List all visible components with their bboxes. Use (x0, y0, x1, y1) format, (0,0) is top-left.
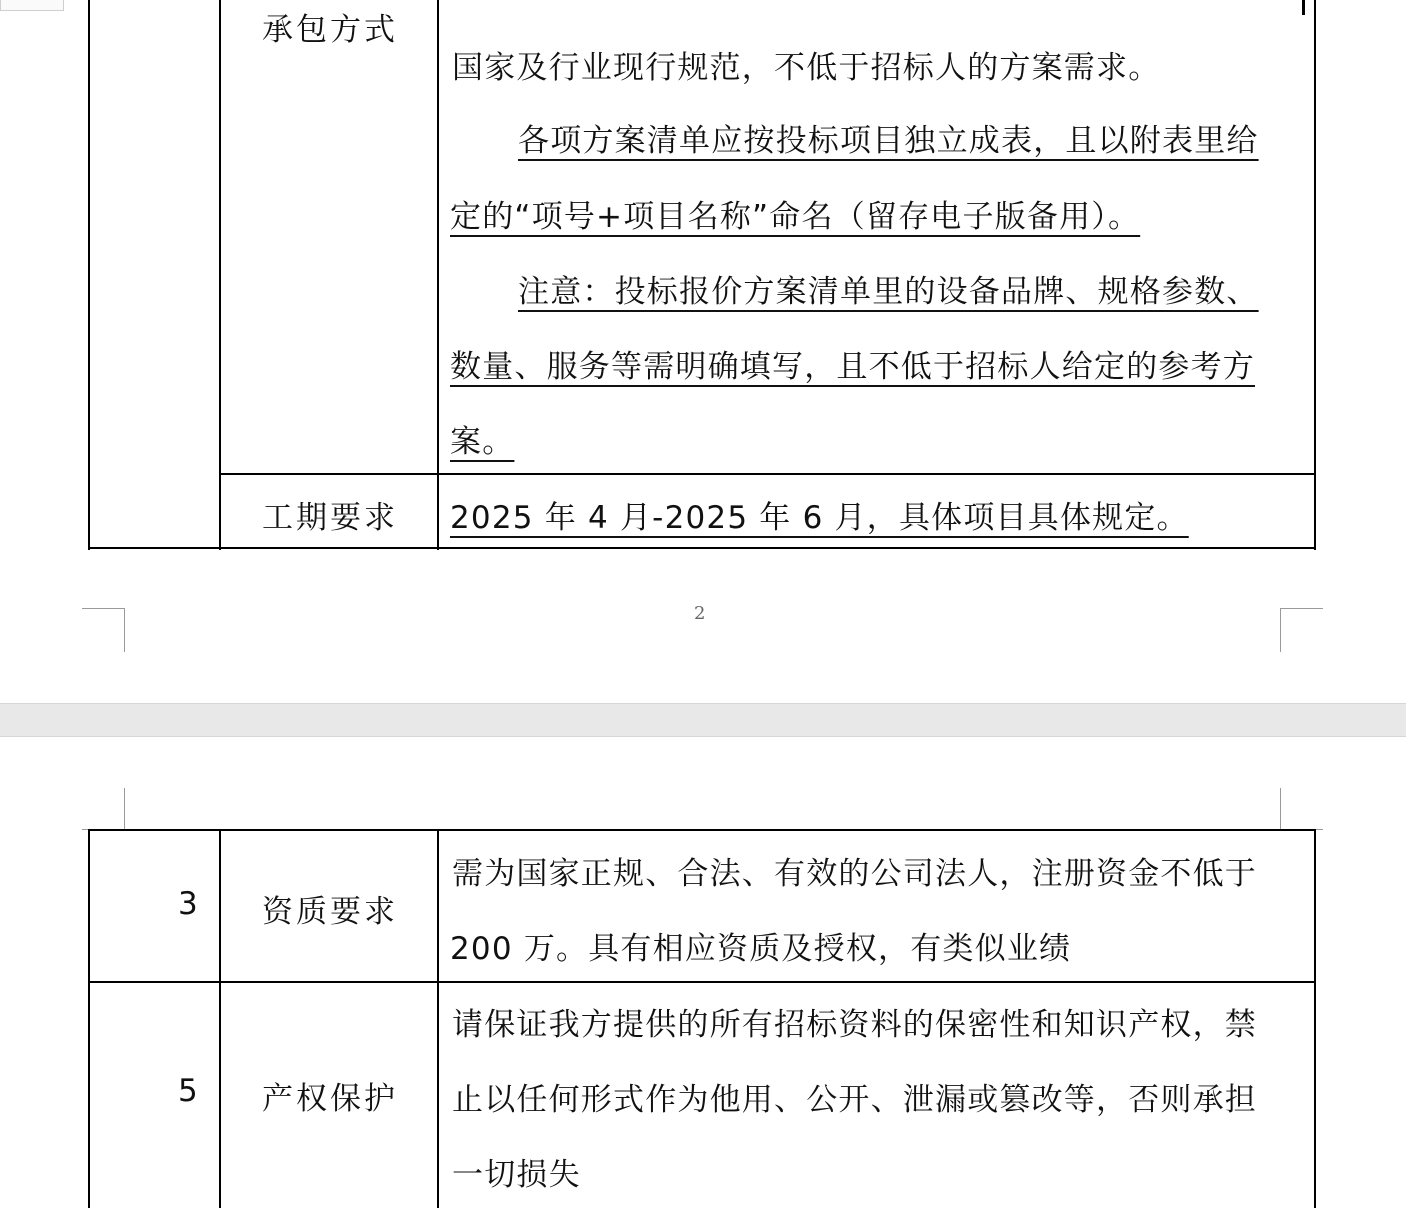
crop-mark-left-v (124, 788, 125, 831)
paragraph-line[interactable]: 请保证我方提供的所有招标资料的保密性和知识产权，禁 (452, 1007, 1257, 1043)
document-page-3 (0, 737, 1406, 1208)
table-border-left (88, 0, 90, 550)
table-row-divider (88, 981, 1316, 983)
table-border-left (88, 829, 90, 1208)
crop-mark-right-v (1280, 608, 1281, 652)
row-label-ip-protection[interactable]: 产权保护 (262, 1081, 398, 1117)
table-border-col1 (219, 0, 221, 550)
paragraph-line[interactable]: 止以任何形式作为他用、公开、泄漏或篡改等，否则承担 (452, 1082, 1257, 1118)
table-border-top (88, 829, 1316, 831)
paragraph-line[interactable]: 需为国家正规、合法、有效的公司法人，注册资金不低于 (452, 856, 1257, 892)
paragraph-line[interactable]: 200 万。具有相应资质及授权，有类似业绩 (450, 931, 1072, 967)
paragraph-line[interactable]: 一切损失 (452, 1157, 581, 1193)
row-number[interactable]: 3 (178, 886, 198, 922)
row-label-qualification[interactable]: 资质要求 (262, 894, 398, 930)
table-border-col2 (437, 0, 439, 550)
table-border-col2 (437, 829, 439, 1208)
text-cursor (1302, 0, 1305, 15)
table-border-bottom (88, 547, 1316, 549)
row-label-contract-method[interactable]: 承包方式 (262, 12, 398, 48)
page-corner-tab (0, 0, 64, 11)
row-label-schedule[interactable]: 工期要求 (262, 500, 398, 536)
page-number: 2 (694, 603, 706, 624)
row-number[interactable]: 5 (178, 1073, 198, 1109)
paragraph-line-underlined[interactable]: 定的“项号+项目名称”命名（留存电子版备用）。 (450, 199, 1141, 235)
page-separator (0, 703, 1406, 737)
paragraph-line[interactable]: 国家及行业现行规范，不低于招标人的方案需求。 (452, 50, 1161, 86)
crop-mark-left-v (124, 608, 125, 652)
crop-mark-right-v (1280, 788, 1281, 831)
crop-mark-left-h (82, 608, 125, 609)
table-border-right (1314, 829, 1316, 1208)
schedule-text[interactable]: 2025 年 4 月-2025 年 6 月，具体项目具体规定。 (450, 500, 1189, 536)
paragraph-line-underlined[interactable]: 案。 (450, 424, 515, 460)
table-border-right (1314, 0, 1316, 550)
crop-mark-right-h (1280, 608, 1323, 609)
table-row-divider (219, 473, 1316, 475)
paragraph-line-underlined[interactable]: 数量、服务等需明确填写，且不低于招标人给定的参考方 (450, 349, 1255, 385)
paragraph-line-underlined[interactable]: 各项方案清单应按投标项目独立成表，且以附表里给 (518, 123, 1259, 159)
table-border-col1 (219, 829, 221, 1208)
paragraph-line-underlined[interactable]: 注意：投标报价方案清单里的设备品牌、规格参数、 (518, 274, 1259, 310)
